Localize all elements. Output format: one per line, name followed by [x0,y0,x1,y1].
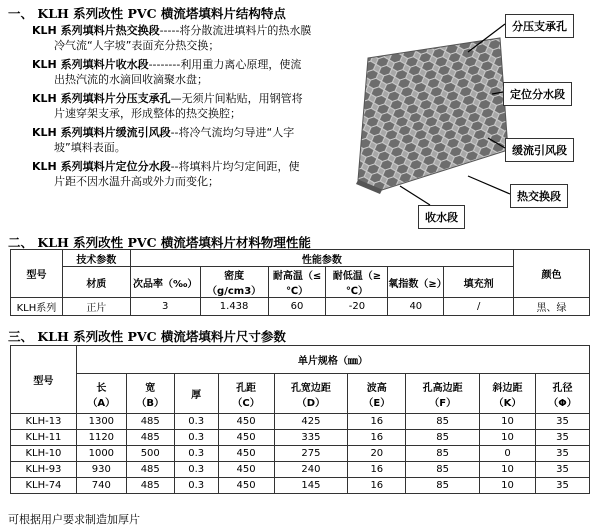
cell: 0.3 [174,478,218,494]
cell: 240 [274,462,348,478]
header-col [126,374,174,414]
material-properties-table [10,249,590,316]
cell: 450 [218,478,274,494]
cell: 40 [388,298,444,316]
callout-positioning-section: 定位分水段 [503,82,572,106]
cell: 85 [406,446,480,462]
feature-text: 出热汽流的水滴回收滴聚水盘； [54,73,208,86]
feature-text: 冷气流“人字坡”表面充分热交换； [54,39,220,52]
table-row [11,478,590,494]
header-col: 填充剂 [444,267,514,298]
cell: 85 [406,414,480,430]
dimension-table [10,345,590,494]
cell: 1300 [76,414,126,430]
feature-label: KLH 系列填料片收水段 [32,58,149,71]
header-tech: 技术参数 [62,250,130,267]
footer-note: 可根据用户要求制造加厚片 [8,513,140,526]
header-col-sub: （C） [232,397,260,409]
cell: 740 [76,478,126,494]
header-model: 型号 [11,346,77,414]
cell: 1000 [76,446,126,462]
cell: 335 [274,430,348,446]
callout-leader-lines [0,0,600,230]
header-col-name: 宽 [145,382,156,394]
feature-text: --------利用重力离心原理，使流 [148,58,302,71]
feature-text: —无须片间粘贴，用钢管将 [170,92,303,105]
callout-heat-exchange-section: 热交换段 [510,184,568,208]
cell-model: KLH-74 [11,478,77,494]
header-model: 型号 [11,250,63,298]
feature-label: KLH 系列填料片定位分水段 [32,160,171,173]
header-col [480,374,536,414]
cell-model: KLH系列 [11,298,63,316]
cell: 35 [536,478,590,494]
cell: 0.3 [174,446,218,462]
cell: 145 [274,478,348,494]
feature-text: --将填料片均匀定间距，使 [170,160,300,173]
feature-text: 坡”填料表面。 [54,141,126,154]
cell: 1120 [76,430,126,446]
cell: 425 [274,414,348,430]
cell-material: 正片 [62,298,130,316]
header-col [406,374,480,414]
header-col [174,374,218,414]
cell: 930 [76,462,126,478]
cell: 450 [218,446,274,462]
cell: 450 [218,414,274,430]
cell: 1.438 [200,298,268,316]
header-col [536,374,590,414]
cell: 85 [406,462,480,478]
table-row [11,462,590,478]
header-col-name: 孔高边距 [422,382,463,394]
header-col [274,374,348,414]
table-row [11,446,590,462]
feature-label: KLH 系列填料片缓流引风段 [32,126,171,139]
header-material: 材质 [62,267,130,298]
header-col-name: 孔距 [236,382,257,394]
header-col [348,374,406,414]
cell: 10 [480,462,536,478]
feature-text: 片距不因水温升高或外力而变化； [54,175,219,188]
cell: 20 [348,446,406,462]
cell: 0.3 [174,414,218,430]
header-col-sub: （D） [296,397,326,409]
header-col [218,374,274,414]
callout-pressure-support-hole: 分压支承孔 [505,14,574,38]
header-col-name: 孔径 [552,382,573,394]
cell: 485 [126,430,174,446]
cell: 16 [348,414,406,430]
cell: 16 [348,478,406,494]
section1-title: 一、 KLH 系列改性 PVC 横流塔填料片结构特点 [8,6,286,21]
cell: 450 [218,462,274,478]
header-col: 密度（g/cm3） [200,267,268,298]
section2-title: 二、 KLH 系列改性 PVC 横流塔填料片材料物理性能 [8,235,311,250]
cell: 500 [126,446,174,462]
callout-water-collection-section: 收水段 [418,205,465,229]
feature-label: KLH 系列填料片分压支承孔 [32,92,171,105]
cell-model: KLH-11 [11,430,77,446]
cell: 450 [218,430,274,446]
cell: 3 [130,298,200,316]
cell: 485 [126,462,174,478]
header-col-sub: （B） [136,397,165,409]
header-col-name: 波高 [366,382,387,394]
header-perf: 性能参数 [130,250,513,267]
header-col: 氧指数（≥） [388,267,444,298]
cell: / [444,298,514,316]
feature-text: 片速穿架支承，形成整体的热交换腔； [54,107,241,120]
cell: 85 [406,478,480,494]
header-col-name: 斜边距 [492,382,523,394]
cell-color: 黑、绿 [514,298,590,316]
header-col-sub: （F） [429,397,457,409]
cell: 10 [480,478,536,494]
cell: 35 [536,462,590,478]
header-spec: 单片规格（㎜） [76,346,589,374]
header-col-sub: （E） [363,397,391,409]
header-col: 耐低温（≥ ℃） [326,267,388,298]
callout-air-guide-section: 缓流引风段 [505,138,574,162]
section3-title: 三、 KLH 系列改性 PVC 横流塔填料片尺寸参数 [8,329,286,344]
cell: 16 [348,462,406,478]
cell-model: KLH-10 [11,446,77,462]
feature-label: KLH 系列填料片热交换段 [32,24,160,37]
cell: 35 [536,446,590,462]
header-col-sub: （A） [87,397,116,409]
table-row [11,430,590,446]
cell: 275 [274,446,348,462]
cell: 16 [348,430,406,446]
cell-model: KLH-93 [11,462,77,478]
cell: 10 [480,430,536,446]
cell: 35 [536,414,590,430]
cell: 485 [126,478,174,494]
header-col-sub: （Φ） [548,397,577,409]
cell-model: KLH-13 [11,414,77,430]
cell: 35 [536,430,590,446]
header-col-name: 孔宽边距 [290,382,331,394]
cell: 0 [480,446,536,462]
cell: 10 [480,414,536,430]
header-color: 颜色 [514,250,590,298]
cell: -20 [326,298,388,316]
cell: 85 [406,430,480,446]
cell: 0.3 [174,462,218,478]
cell: 485 [126,414,174,430]
cell: 0.3 [174,430,218,446]
header-col-sub: （K） [493,397,522,409]
feature-text: -----将分散流进填料片的热水膜 [159,24,312,37]
header-col [76,374,126,414]
feature-text: --将冷气流均匀导进“人字 [170,126,295,139]
header-col: 次品率（‰） [130,267,200,298]
header-col-name: 厚 [191,390,202,401]
header-col-name: 长 [96,382,107,394]
header-col: 耐高温（≤ ℃） [268,267,326,298]
table-row [11,414,590,430]
cell: 60 [268,298,326,316]
